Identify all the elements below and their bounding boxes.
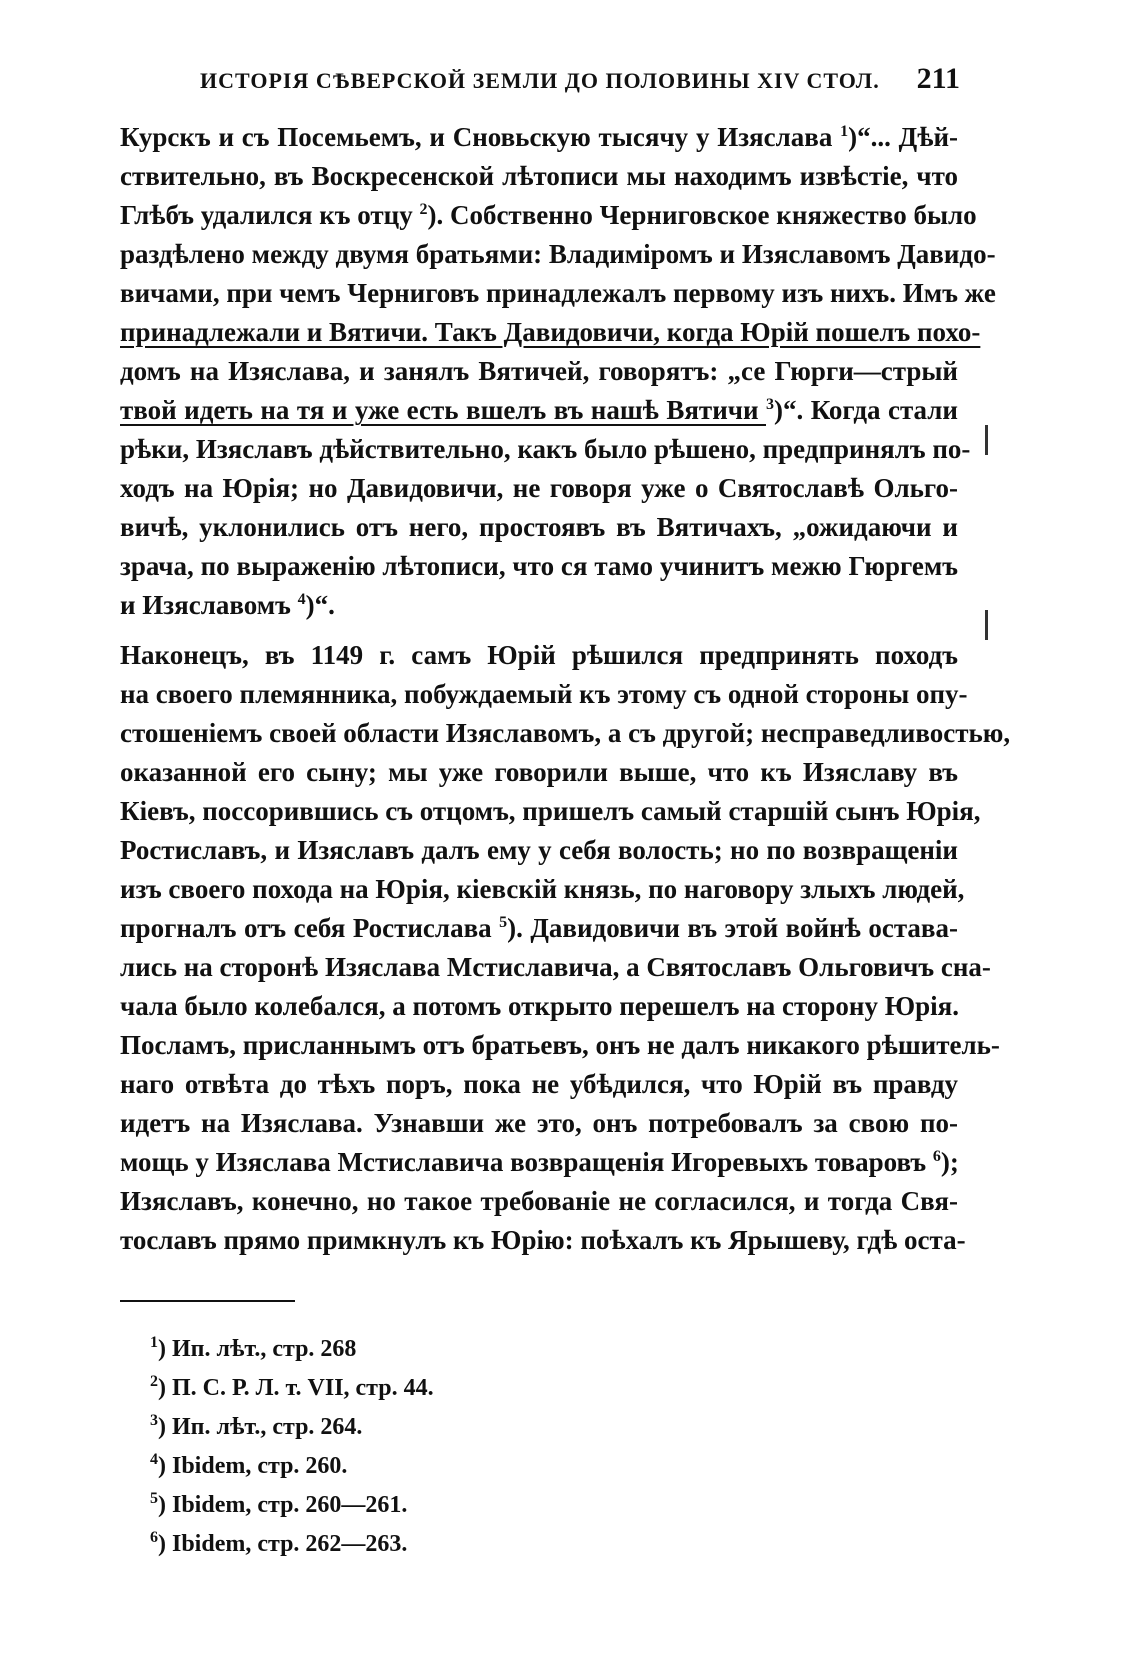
text-line [120,508,958,547]
footnote-ref: 5 [499,914,508,931]
text-line [120,636,958,675]
text-line [120,1221,966,1260]
footnote-ref: 3 [766,396,774,413]
line-text: лись на сторонѣ Изяслава Мстиславича, а Святославъ Ольговичъ сна- [120,952,991,982]
footnote-text: ) Ibidem, стр. 260—261. [158,1492,408,1518]
page-number: 211 [916,62,960,95]
text-line [120,909,958,948]
footnote-number: 3 [150,1412,158,1429]
line-text: принадлежали и Вятичи. Такъ Давидовичи, когда Юрій пошелъ похо- [120,317,981,347]
text-line [120,352,958,391]
footnote-text: ) Ип. лѣт., стр. 264. [158,1414,363,1440]
text-line [120,547,958,586]
footnote [150,1369,650,1408]
line-text: на своего племянника, побуждаемый къ этому съ одной стороны опу- [120,679,968,709]
line-text: зрача, по выраженію лѣтописи, что ся тамо учинитъ межю Гюргемъ [120,551,958,581]
text-line [120,714,1011,753]
line-text: Наконецъ, въ 1149 г. самъ Юрій рѣшился предпринять походъ [120,640,958,670]
text-line [120,1143,958,1182]
line-text: Глѣбъ удалился къ отцу [120,200,420,230]
line-text: ствительно, въ Воскресенской лѣтописи мы находимъ извѣстіе, что [120,161,958,191]
text-line [120,313,981,352]
text-line [120,118,958,157]
body-text [120,118,1011,1260]
text-line [120,430,971,469]
footnote [150,1408,650,1447]
line-text: твой идеть на тя и уже есть вшелъ въ нашѣ Вятичи [120,395,766,425]
footnote-text: ) П. С. Р. Л. т. VII, стр. 44. [158,1375,434,1401]
text-line [120,235,996,274]
line-text: домъ на Изяслава, и занялъ Вятичей, говорятъ: „се Гюрги—стрый [120,356,958,386]
footnote [150,1486,650,1525]
footnote-ref: 6 [932,1148,941,1165]
footnote-ref: 4 [297,591,306,608]
line-text: стошеніемъ своей области Изяславомъ, а съ другой; несправедливостью, [120,718,1011,748]
running-title: ИСТОРІЯ СѢВЕРСКОЙ ЗЕМЛИ ДО ПОЛОВИНЫ XIV СТОЛ. [200,68,880,93]
text-line [120,831,958,870]
running-header [200,62,960,102]
line-text: идетъ на Изяслава. Узнавши же это, онъ потребовалъ за свою по- [120,1108,958,1138]
line-text: рѣки, Изяславъ дѣйствительно, какъ было рѣшено, предпринялъ по- [120,434,971,464]
margin-mark [985,610,988,640]
text-line [120,196,977,235]
line-text: чала было колебался, а потомъ открыто перешелъ на сторону Юрія. [120,991,959,1021]
line-text: оказанной его сыну; мы уже говорили выше, что къ Изяславу въ [120,757,958,787]
text-line [120,870,965,909]
line-text: Изяславъ, конечно, но такое требованіе не согласился, и тогда Свя- [120,1186,958,1216]
line-text-tail: ). Собственно Черниговское княжество было [427,200,977,230]
line-text: наго отвѣта до тѣхъ поръ, пока не убѣдился, что Юрій въ правду [120,1069,958,1099]
text-line [120,1026,1000,1065]
line-text-tail: ); [940,1147,959,1177]
footnote-text: ) Ibidem, стр. 260. [158,1453,348,1479]
text-line [120,1104,958,1143]
paragraph-gap [120,625,958,636]
line-text-tail: ). Давидовичи въ этой войнѣ остава- [507,913,958,943]
line-text-tail: )“. Когда стали [774,395,958,425]
footnote-ref: 1 [840,123,849,140]
margin-mark [985,425,988,455]
line-text: прогналъ отъ себя Ростислава [120,913,500,943]
text-line [120,987,958,1026]
line-text: Посламъ, присланнымъ отъ братьевъ, онъ не далъ никакого рѣшитель- [120,1030,1000,1060]
footnote-number: 4 [150,1451,158,1468]
paragraph-2 [120,636,1011,1260]
footnote-divider [120,1300,295,1302]
line-text: ходъ на Юрія; но Давидовичи, не говоря уже о Святославѣ Ольго- [120,473,958,503]
text-line [120,675,968,714]
line-text: Курскъ и съ Посемьемъ, и Сновьскую тысячу у Изяслава [120,122,841,152]
text-line [120,948,991,987]
text-line [120,753,958,792]
footnote-text: ) Ibidem, стр. 262—263. [158,1531,408,1557]
footnote-number: 1 [150,1334,158,1351]
footnote [150,1330,650,1369]
line-text: изъ своего похода на Юрія, кіевскій князь, по наговору злыхъ людей, [120,874,965,904]
line-text: тославъ прямо примкнулъ къ Юрію: поѣхалъ къ Ярышеву, гдѣ оста- [120,1225,966,1255]
line-text: Ростиславъ, и Изяславъ далъ ему у себя волость; но по возвращеніи [120,835,958,865]
text-line [120,1182,958,1221]
line-text-tail: )“... Дѣй- [848,122,958,152]
line-text: мощь у Изяслава Мстиславича возвращенія Игоревыхъ товаровъ [120,1147,933,1177]
footnotes [150,1330,650,1564]
footnote [150,1447,650,1486]
text-line [120,1065,958,1104]
text-line [120,792,981,831]
line-text: раздѣлено между двумя братьями: Владиміромъ и Изяславомъ Давидо- [120,239,996,269]
footnote-number: 2 [150,1373,158,1390]
text-line [120,157,958,196]
line-text-tail: )“. [305,590,335,620]
paragraph-1 [120,118,996,625]
footnote-ref: 2 [419,201,428,218]
text-line [120,274,996,313]
footnote [150,1525,650,1564]
line-text: вичами, при чемъ Черниговъ принадлежалъ первому изъ нихъ. Имъ же [120,278,996,308]
text-line [120,586,958,625]
footnote-number: 5 [150,1490,158,1507]
text-line [120,469,958,508]
line-text: и Изяславомъ [120,590,298,620]
line-text: вичѣ, уклонились отъ него, простоявъ въ Вятичахъ, „ожидаючи и [120,512,958,542]
line-text: Кіевъ, поссорившись съ отцомъ, пришелъ самый старшій сынъ Юрія, [120,796,981,826]
text-line [120,391,958,430]
footnote-text: ) Ип. лѣт., стр. 268 [158,1336,357,1362]
footnote-number: 6 [150,1529,158,1546]
